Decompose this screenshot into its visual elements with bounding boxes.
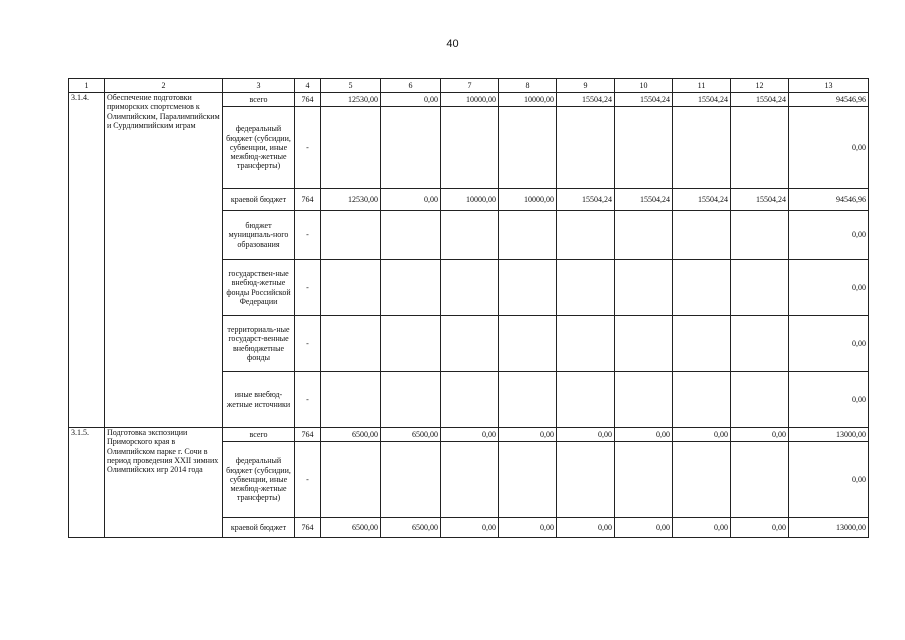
- year-value-8: 0,00: [499, 518, 557, 538]
- year-value-5: 6500,00: [321, 428, 381, 442]
- column-header-4: 4: [295, 79, 321, 93]
- year-value-5: [321, 442, 381, 518]
- year-value-7: 10000,00: [441, 93, 499, 107]
- year-value-9: [557, 211, 615, 260]
- year-value-12: [731, 442, 789, 518]
- year-value-11: [673, 107, 731, 189]
- column-header-8: 8: [499, 79, 557, 93]
- year-value-5: 12530,00: [321, 189, 381, 211]
- funding-source: иные внебюд-жетные источники: [223, 372, 295, 428]
- budget-code: -: [295, 442, 321, 518]
- year-value-6: 0,00: [381, 93, 441, 107]
- year-value-9: [557, 260, 615, 316]
- row-code: 3.1.5.: [69, 428, 105, 538]
- year-value-10: [615, 260, 673, 316]
- page-number: 40: [446, 38, 459, 50]
- year-value-8: 10000,00: [499, 189, 557, 211]
- year-value-11: [673, 260, 731, 316]
- row-total: 0,00: [789, 211, 869, 260]
- year-value-6: [381, 372, 441, 428]
- year-value-6: [381, 316, 441, 372]
- year-value-7: [441, 316, 499, 372]
- year-value-12: [731, 107, 789, 189]
- budget-code: -: [295, 260, 321, 316]
- row-total: 0,00: [789, 316, 869, 372]
- budget-code: -: [295, 107, 321, 189]
- year-value-8: [499, 211, 557, 260]
- column-header-3: 3: [223, 79, 295, 93]
- year-value-12: 0,00: [731, 518, 789, 538]
- budget-code: -: [295, 316, 321, 372]
- column-header-7: 7: [441, 79, 499, 93]
- year-value-10: 0,00: [615, 428, 673, 442]
- year-value-10: [615, 316, 673, 372]
- year-value-7: 0,00: [441, 518, 499, 538]
- year-value-11: [673, 442, 731, 518]
- row-total: 13000,00: [789, 518, 869, 538]
- year-value-6: 6500,00: [381, 518, 441, 538]
- year-value-7: [441, 442, 499, 518]
- year-value-8: [499, 260, 557, 316]
- year-value-8: [499, 372, 557, 428]
- year-value-11: [673, 211, 731, 260]
- row-total: 0,00: [789, 442, 869, 518]
- year-value-12: 15504,24: [731, 189, 789, 211]
- year-value-11: 15504,24: [673, 93, 731, 107]
- year-value-8: 10000,00: [499, 93, 557, 107]
- funding-source: федеральный бюджет (субсидии, субвенции, иные межбюд-жетные трансферты): [223, 442, 295, 518]
- year-value-8: [499, 107, 557, 189]
- year-value-12: 0,00: [731, 428, 789, 442]
- column-header-5: 5: [321, 79, 381, 93]
- year-value-9: [557, 442, 615, 518]
- year-value-7: [441, 260, 499, 316]
- column-header-12: 12: [731, 79, 789, 93]
- year-value-9: 15504,24: [557, 189, 615, 211]
- funding-source: всего: [223, 93, 295, 107]
- table-row: [69, 428, 869, 442]
- year-value-9: [557, 316, 615, 372]
- year-value-5: [321, 372, 381, 428]
- year-value-12: 15504,24: [731, 93, 789, 107]
- column-header-9: 9: [557, 79, 615, 93]
- year-value-10: [615, 372, 673, 428]
- year-value-11: 0,00: [673, 428, 731, 442]
- budget-code: 764: [295, 189, 321, 211]
- year-value-6: 0,00: [381, 189, 441, 211]
- year-value-9: 0,00: [557, 518, 615, 538]
- year-value-5: 6500,00: [321, 518, 381, 538]
- funding-source: бюджет муниципаль-ного образования: [223, 211, 295, 260]
- year-value-5: [321, 260, 381, 316]
- year-value-5: 12530,00: [321, 93, 381, 107]
- funding-source: всего: [223, 428, 295, 442]
- year-value-12: [731, 316, 789, 372]
- column-header-13: 13: [789, 79, 869, 93]
- funding-source: государствен-ные внебюд-жетные фонды Российской Федерации: [223, 260, 295, 316]
- year-value-8: [499, 442, 557, 518]
- year-value-10: [615, 211, 673, 260]
- column-header-1: 1: [69, 79, 105, 93]
- year-value-10: 0,00: [615, 518, 673, 538]
- year-value-12: [731, 211, 789, 260]
- activity-name: Подготовка экспозиции Приморского края в Олимпийском парке г. Сочи в период проведения XXII зимних Олимпийских игр 2014 года: [105, 428, 223, 538]
- column-header-2: 2: [105, 79, 223, 93]
- year-value-7: [441, 372, 499, 428]
- funding-source: территориаль-ные государст-венные внебюджетные фонды: [223, 316, 295, 372]
- year-value-10: [615, 442, 673, 518]
- row-total: 94546,96: [789, 189, 869, 211]
- budget-code: -: [295, 211, 321, 260]
- year-value-11: [673, 316, 731, 372]
- budget-code: -: [295, 372, 321, 428]
- year-value-7: [441, 107, 499, 189]
- year-value-6: [381, 211, 441, 260]
- year-value-9: 0,00: [557, 428, 615, 442]
- year-value-7: 10000,00: [441, 189, 499, 211]
- year-value-10: 15504,24: [615, 189, 673, 211]
- activity-name: Обеспечение подготовки приморских спортсменов к Олимпийским, Паралимпийским и Сурдлимпийским играм: [105, 93, 223, 428]
- year-value-10: [615, 107, 673, 189]
- table-row: [69, 93, 869, 107]
- year-value-5: [321, 211, 381, 260]
- year-value-11: [673, 372, 731, 428]
- year-value-6: [381, 442, 441, 518]
- year-value-12: [731, 372, 789, 428]
- column-header-10: 10: [615, 79, 673, 93]
- year-value-8: 0,00: [499, 428, 557, 442]
- year-value-9: [557, 372, 615, 428]
- year-value-9: [557, 107, 615, 189]
- year-value-7: [441, 211, 499, 260]
- year-value-10: 15504,24: [615, 93, 673, 107]
- year-value-11: 15504,24: [673, 189, 731, 211]
- year-value-5: [321, 316, 381, 372]
- funding-source: краевой бюджет: [223, 189, 295, 211]
- year-value-8: [499, 316, 557, 372]
- row-total: 0,00: [789, 372, 869, 428]
- row-total: 0,00: [789, 260, 869, 316]
- funding-source: краевой бюджет: [223, 518, 295, 538]
- row-total: 0,00: [789, 107, 869, 189]
- column-header-6: 6: [381, 79, 441, 93]
- year-value-12: [731, 260, 789, 316]
- year-value-6: [381, 260, 441, 316]
- budget-code: 764: [295, 518, 321, 538]
- header-row: [69, 79, 869, 93]
- row-code: 3.1.4.: [69, 93, 105, 428]
- year-value-6: [381, 107, 441, 189]
- year-value-7: 0,00: [441, 428, 499, 442]
- row-total: 13000,00: [789, 428, 869, 442]
- column-header-11: 11: [673, 79, 731, 93]
- budget-table: [68, 78, 869, 538]
- year-value-9: 15504,24: [557, 93, 615, 107]
- year-value-11: 0,00: [673, 518, 731, 538]
- budget-code: 764: [295, 93, 321, 107]
- year-value-6: 6500,00: [381, 428, 441, 442]
- year-value-5: [321, 107, 381, 189]
- row-total: 94546,96: [789, 93, 869, 107]
- funding-source: федеральный бюджет (субсидии, субвенции, иные межбюд-жетные трансферты): [223, 107, 295, 189]
- budget-code: 764: [295, 428, 321, 442]
